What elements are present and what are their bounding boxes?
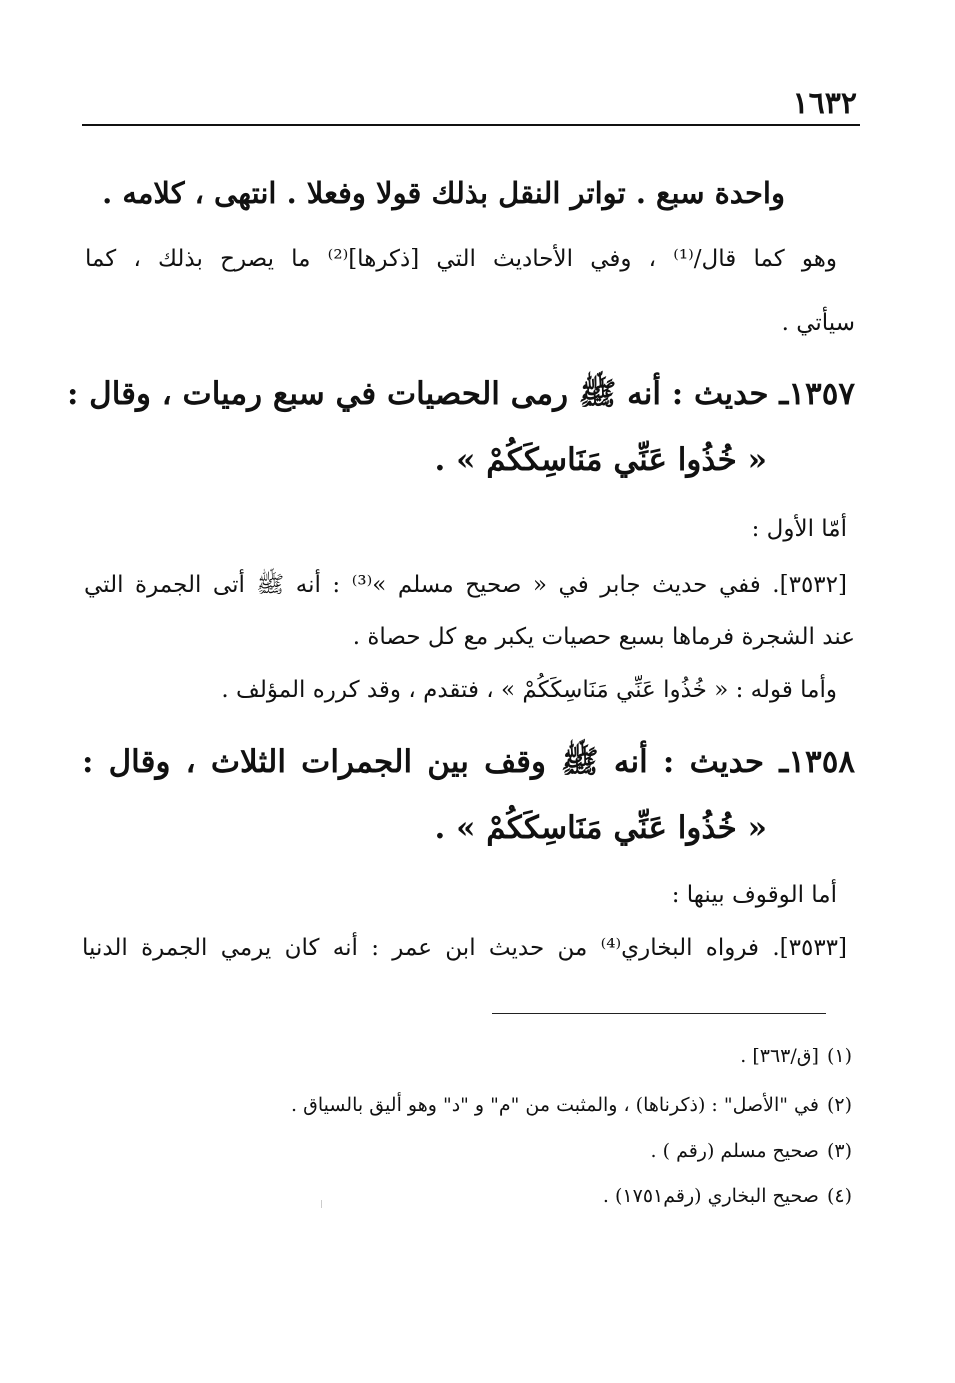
hadith-1358-quote: « خُذُوا عَنِّي مَنَاسِكَكُمْ » . (434, 810, 767, 846)
hadith-1358-heading: ١٣٥٨ـ حديث : أنه ﷺ وقف بين الجمرات الثلاث ، وقال : (82, 744, 855, 780)
scan-speck (321, 1200, 322, 1208)
footnote-text: صحيح مسلم (رقم ) . (650, 1140, 819, 1162)
footnote-mark: (٣) (826, 1140, 852, 1162)
ref-3533-line-1: [٣٥٣٣]. فرواه البخاري⁽⁴⁾ من حديث ابن عمر : أنه كان يرمي الجمرة الدنيا (82, 935, 848, 961)
footnote-mark: (٢) (826, 1094, 852, 1116)
footnote-1 (740, 1045, 852, 1067)
footnote-text: في "الأصل" : (ذكرناها) ، والمثبت من "م" و "د" وهو أليق بالسياق . (291, 1094, 819, 1116)
standing-label: أما الوقوف بينها : (671, 882, 837, 908)
body-line-3: سيأتي . (781, 310, 855, 336)
saying-line: وأما قوله : « خُذُوا عَنِّي مَنَاسِكَكُمْ » ، فتقدم ، وقد كرره المؤلف . (221, 677, 837, 703)
footnote-mark: (٤) (826, 1185, 852, 1207)
ref-3532-line-1: [٣٥٣٢]. ففي حديث جابر في « صحيح مسلم »⁽³⁾ : أنه ﷺ أتى الجمرة التي (84, 572, 847, 598)
body-line-2: وهو كما قال/⁽¹⁾ ، وفي الأحاديث التي [ذكرها]⁽²⁾ ما يصرح بذلك ، كما (85, 246, 838, 272)
footnote-separator (492, 1013, 826, 1014)
footnote-text: [ق/٣٦٣] . (740, 1045, 819, 1067)
footnote-2 (291, 1094, 852, 1116)
footnote-4 (603, 1185, 852, 1207)
first-label: أمّا الأول : (751, 516, 847, 542)
footnote-text: صحيح البخاري (رقم١٧٥١) . (602, 1185, 819, 1207)
footnote-mark: (١) (826, 1045, 852, 1067)
ref-3532-line-2: عند الشجرة فرماها بسبع حصيات يكبر مع كل حصاة . (352, 624, 855, 650)
page-number: ١٦٣٢ (792, 86, 857, 121)
body-line-1: واحدة سبع . تواتر النقل بذلك قولا وفعلا . انتهى ، كلامه . (102, 176, 785, 210)
footnote-3 (651, 1140, 852, 1162)
hadith-1357-quote: « خُذُوا عَنِّي مَنَاسِكَكُمْ » . (434, 442, 767, 478)
hadith-1357-heading: ١٣٥٧ـ حديث : أنه ﷺ رمى الحصيات في سبع رميات ، وقال : (66, 376, 855, 412)
header-rule (82, 124, 860, 126)
